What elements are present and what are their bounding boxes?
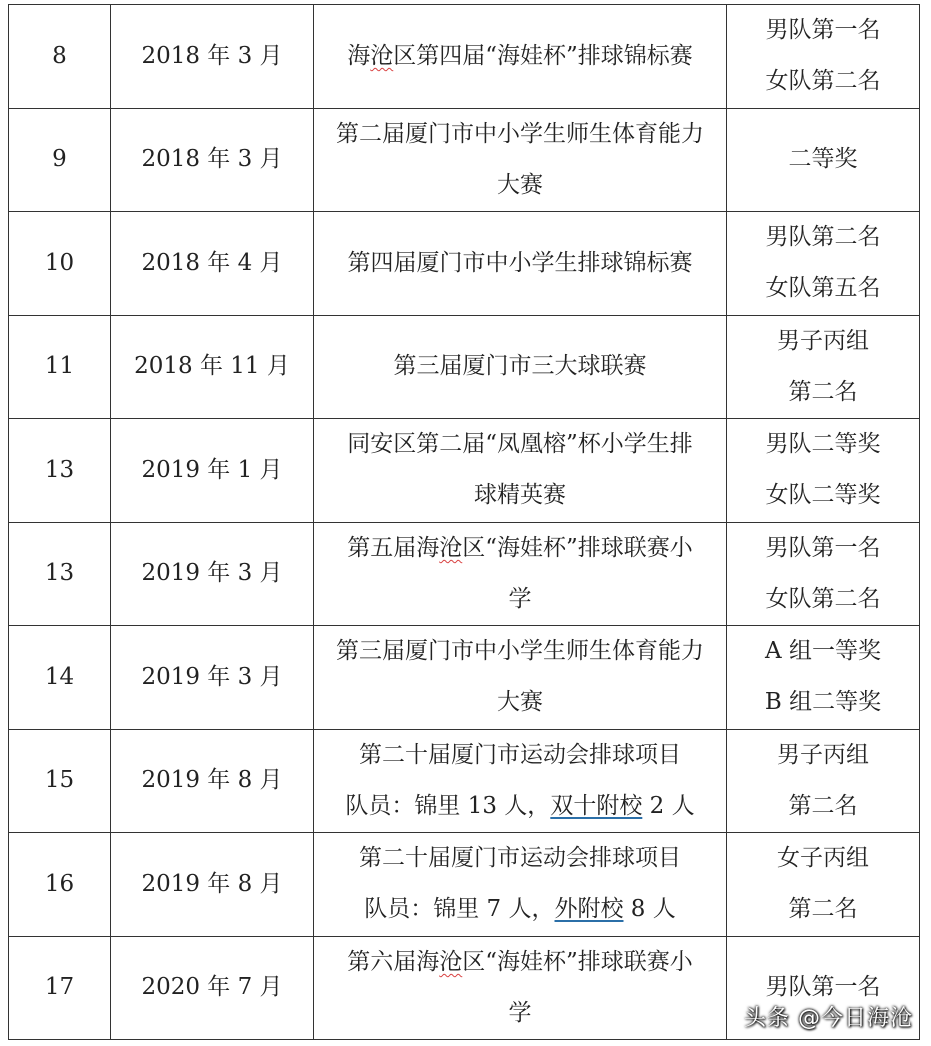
event-name-line xyxy=(316,160,724,211)
table-row xyxy=(9,729,920,833)
event-name-line xyxy=(316,470,724,521)
date-cell: 2019 年 3 月 xyxy=(111,522,314,626)
date-cell: 2018 年 4 月 xyxy=(111,212,314,316)
date-cell: 2019 年 1 月 xyxy=(111,419,314,523)
event-name-text: 2 人 xyxy=(642,792,695,819)
event-name-cell xyxy=(314,5,727,109)
award-line: 男子丙组 xyxy=(777,741,869,768)
row-number-cell: 14 xyxy=(9,626,111,730)
award-cell xyxy=(727,729,920,833)
row-number-cell: 11 xyxy=(9,315,111,419)
event-name-text: 同安区第二届“凤凰榕”杯小学生排 xyxy=(347,431,693,458)
watermark: 头条 @今日海沧 xyxy=(744,1006,913,1031)
event-name-text: 海 xyxy=(347,42,371,69)
event-name-line xyxy=(316,833,724,884)
row-number-cell: 10 xyxy=(9,212,111,316)
event-name-cell xyxy=(314,522,727,626)
event-name-text: 沧 xyxy=(370,42,394,69)
award-line: 男队二等奖 xyxy=(765,431,881,458)
award-line: 二等奖 xyxy=(788,146,858,173)
award-cell xyxy=(727,315,920,419)
award-line: 第二名 xyxy=(788,792,858,819)
award-cell xyxy=(727,212,920,316)
award-line: 男子丙组 xyxy=(777,327,869,354)
event-name-text: 沧 xyxy=(439,948,463,975)
event-name-line xyxy=(316,884,724,935)
event-name-line xyxy=(316,109,724,160)
event-name-line xyxy=(316,988,724,1039)
table-row xyxy=(9,108,920,212)
event-name-text: 区“海娃杯”排球联赛小 xyxy=(462,948,693,975)
event-name-cell xyxy=(314,315,727,419)
event-name-text: 队员：锦里 13 人， xyxy=(345,792,551,819)
school-name-link[interactable]: 外附校 xyxy=(554,896,624,923)
event-name-cell xyxy=(314,936,727,1040)
event-name-line xyxy=(316,419,724,470)
award-line: 女队第五名 xyxy=(765,275,881,302)
row-number-cell: 17 xyxy=(9,936,111,1040)
award-cell xyxy=(727,108,920,212)
event-name-cell xyxy=(314,833,727,937)
event-name-text: 沧 xyxy=(439,534,463,561)
event-name-text: 第六届海 xyxy=(347,948,440,975)
date-cell: 2018 年 3 月 xyxy=(111,108,314,212)
event-name-line xyxy=(316,523,724,574)
date-cell: 2019 年 3 月 xyxy=(111,626,314,730)
event-name-text: 第四届厦门市中小学生排球锦标赛 xyxy=(347,249,693,276)
event-name-text: 8 人 xyxy=(623,896,676,923)
event-name-line xyxy=(316,574,724,625)
event-name-text: 第二十届厦门市运动会排球项目 xyxy=(359,741,681,768)
event-name-text: 大赛 xyxy=(497,171,543,198)
table-row xyxy=(9,315,920,419)
award-line: 男队第一名 xyxy=(765,17,881,44)
awards-table xyxy=(8,4,920,1040)
event-name-line xyxy=(316,781,724,832)
event-name-cell xyxy=(314,729,727,833)
table-row xyxy=(9,522,920,626)
event-name-text: 队员：锦里 7 人， xyxy=(364,896,555,923)
event-name-text: 第三届厦门市三大球联赛 xyxy=(393,353,647,380)
event-name-line xyxy=(316,341,724,392)
event-name-line xyxy=(316,937,724,988)
date-cell: 2019 年 8 月 xyxy=(111,833,314,937)
event-name-text: 区“海娃杯”排球联赛小 xyxy=(462,534,693,561)
event-name-text: 学 xyxy=(508,585,532,612)
award-cell xyxy=(727,626,920,730)
event-name-cell xyxy=(314,419,727,523)
row-number-cell: 13 xyxy=(9,419,111,523)
event-name-line xyxy=(316,677,724,728)
award-cell xyxy=(727,419,920,523)
event-name-line xyxy=(316,238,724,289)
award-line: A 组一等奖 xyxy=(765,638,881,665)
event-name-line xyxy=(316,31,724,82)
event-name-cell xyxy=(314,108,727,212)
event-name-text: 第三届厦门市中小学生师生体育能力 xyxy=(336,638,704,665)
event-name-text: 第五届海 xyxy=(347,534,440,561)
event-name-text: 第二届厦门市中小学生师生体育能力 xyxy=(336,120,704,147)
row-number-cell: 13 xyxy=(9,522,111,626)
award-line: 第二名 xyxy=(788,896,858,923)
award-line: 男队第一名 xyxy=(765,534,881,561)
event-name-text: 第二十届厦门市运动会排球项目 xyxy=(359,845,681,872)
event-name-line xyxy=(316,730,724,781)
row-number-cell: 16 xyxy=(9,833,111,937)
awards-table-body xyxy=(9,5,920,1040)
award-cell xyxy=(727,522,920,626)
row-number-cell: 8 xyxy=(9,5,111,109)
award-line: B 组二等奖 xyxy=(764,689,882,716)
award-cell xyxy=(727,833,920,937)
date-cell: 2018 年 11 月 xyxy=(111,315,314,419)
event-name-text: 学 xyxy=(508,999,532,1026)
award-cell xyxy=(727,5,920,109)
award-line: 男队第二名 xyxy=(765,224,881,251)
row-number-cell: 15 xyxy=(9,729,111,833)
award-line: 女子丙组 xyxy=(777,845,869,872)
table-row xyxy=(9,5,920,109)
award-line: 女队第二名 xyxy=(765,585,881,612)
award-line: 男队第一名 xyxy=(765,974,881,1001)
date-cell: 2018 年 3 月 xyxy=(111,5,314,109)
event-name-cell xyxy=(314,626,727,730)
table-row xyxy=(9,419,920,523)
event-name-text: 球精英赛 xyxy=(474,482,566,509)
event-name-line xyxy=(316,626,724,677)
table-row xyxy=(9,833,920,937)
award-line: 女队第二名 xyxy=(765,68,881,95)
table-row xyxy=(9,212,920,316)
table-row xyxy=(9,626,920,730)
award-line: 第二名 xyxy=(788,378,858,405)
award-line: 女队二等奖 xyxy=(765,482,881,509)
school-name-link[interactable]: 双十附校 xyxy=(550,792,643,819)
event-name-text: 区第四届“海娃杯”排球锦标赛 xyxy=(393,42,693,69)
date-cell: 2019 年 8 月 xyxy=(111,729,314,833)
date-cell: 2020 年 7 月 xyxy=(111,936,314,1040)
event-name-text: 大赛 xyxy=(497,689,543,716)
event-name-cell xyxy=(314,212,727,316)
row-number-cell: 9 xyxy=(9,108,111,212)
